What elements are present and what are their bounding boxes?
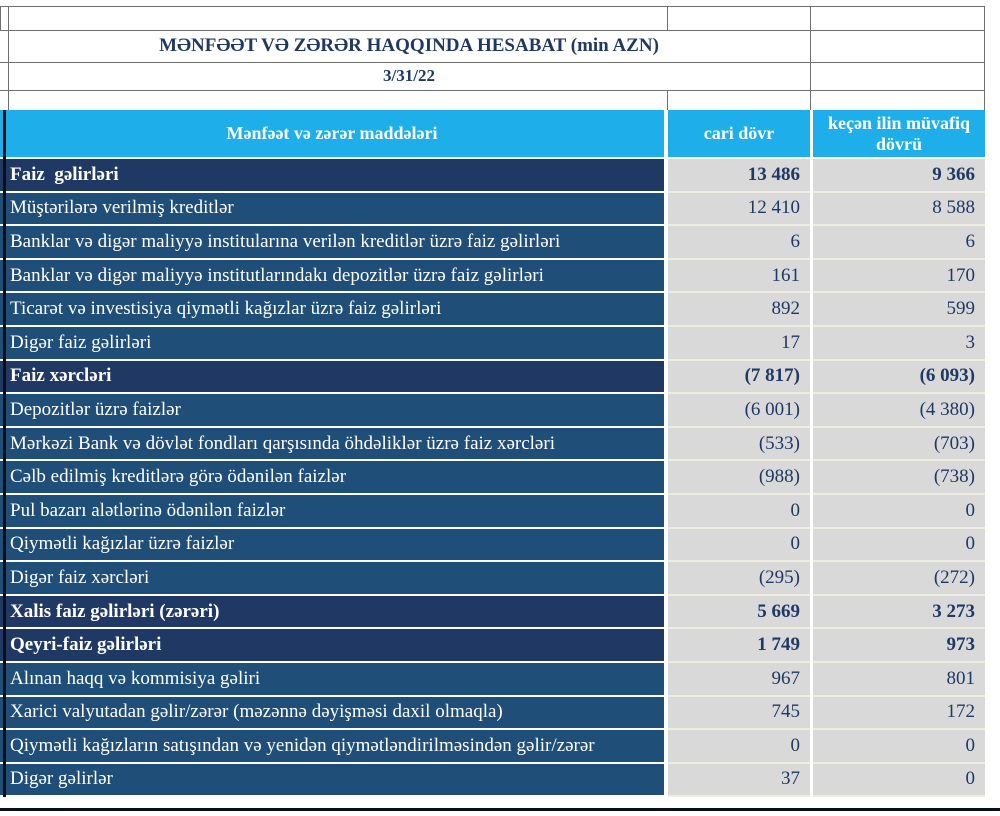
- row-value-current: 13 486: [668, 159, 810, 191]
- row-value-previous: 3 273: [813, 596, 985, 628]
- row-value-current: 12 410: [668, 193, 810, 225]
- table-row: [0, 159, 985, 191]
- row-value-previous: 3: [813, 327, 985, 359]
- table-row: [0, 562, 985, 594]
- row-value-current: 6: [668, 226, 810, 258]
- row-value-previous: 172: [813, 697, 985, 729]
- table-row: [0, 226, 985, 258]
- col-header-current-period: cari dövr: [668, 110, 810, 157]
- row-value-current: (295): [668, 562, 810, 594]
- col-header-previous-period: keçən ilin müvafiq dövrü: [813, 110, 985, 157]
- row-value-current: 5 669: [668, 596, 810, 628]
- row-label: Xarici valyutadan gəlir/zərər (məzənnə dəyişməsi daxil olmaqla): [0, 697, 664, 729]
- row-value-current: 161: [668, 260, 810, 292]
- grid-line-horizontal: [0, 6, 985, 7]
- row-value-current: (6 001): [668, 394, 810, 426]
- table-row: [0, 495, 985, 527]
- row-label: Müştərilərə verilmiş kreditlər: [0, 193, 664, 225]
- table-row: [0, 293, 985, 325]
- report-title: MƏNFƏƏT VƏ ZƏRƏR HAQQINDA HESABAT (min AZN): [159, 35, 659, 56]
- row-value-previous: 0: [813, 764, 985, 796]
- row-label: Banklar və digər maliyyə institutlarındakı depozitlər üzrə faiz gəlirləri: [0, 260, 664, 292]
- table-row: [0, 764, 985, 796]
- row-value-previous: 8 588: [813, 193, 985, 225]
- table-row: [0, 730, 985, 762]
- table-row: [0, 428, 985, 460]
- row-label: Qiymətli kağızların satışından və yenidən qiymətləndirilməsindən gəlir/zərər: [0, 730, 664, 762]
- row-value-current: 0: [668, 495, 810, 527]
- row-label: Faiz gəlirləri: [0, 159, 664, 191]
- table-left-border: [3, 110, 6, 797]
- col-header-items: Mənfəət və zərər maddələri: [0, 110, 664, 157]
- row-value-current: (988): [668, 461, 810, 493]
- row-label: Digər faiz gəlirləri: [0, 327, 664, 359]
- row-value-current: 967: [668, 663, 810, 695]
- table-row: [0, 663, 985, 695]
- row-label: Ticarət və investisiya qiymətli kağızlar üzrə faiz gəlirləri: [0, 293, 664, 325]
- row-value-previous: (6 093): [813, 361, 985, 393]
- table-bottom-border: [0, 808, 1000, 811]
- row-value-previous: 0: [813, 730, 985, 762]
- row-label: Depozitlər üzrə faizlər: [0, 394, 664, 426]
- row-value-current: 892: [668, 293, 810, 325]
- grid-line-vertical: [810, 6, 811, 110]
- table-row: [0, 697, 985, 729]
- row-value-current: 0: [668, 529, 810, 561]
- table-row: [0, 596, 985, 628]
- row-value-previous: 973: [813, 629, 985, 661]
- grid-line-vertical: [984, 6, 985, 110]
- row-label: Mərkəzi Bank və dövlət fondları qarşısında öhdəliklər üzrə faiz xərcləri: [0, 428, 664, 460]
- table-row: [0, 361, 985, 393]
- row-value-previous: (738): [813, 461, 985, 493]
- table-row: [0, 193, 985, 225]
- row-value-current: 17: [668, 327, 810, 359]
- table-row: [0, 327, 985, 359]
- row-value-previous: (4 380): [813, 394, 985, 426]
- row-value-previous: 6: [813, 226, 985, 258]
- row-value-current: 0: [668, 730, 810, 762]
- table-row: [0, 394, 985, 426]
- table-row: [0, 260, 985, 292]
- row-label: Qiymətli kağızlar üzrə faizlər: [0, 529, 664, 561]
- grid-line-vertical: [667, 90, 668, 110]
- row-label: Pul bazarı alətlərinə ödənilən faizlər: [0, 495, 664, 527]
- grid-line-horizontal: [0, 90, 985, 91]
- row-label: Cəlb edilmiş kreditlərə görə ödənilən faizlər: [0, 461, 664, 493]
- table-header-row: [0, 110, 985, 157]
- report-date: 3/31/22: [383, 66, 435, 85]
- row-value-previous: 9 366: [813, 159, 985, 191]
- row-value-previous: 599: [813, 293, 985, 325]
- table-row: [0, 629, 985, 661]
- row-label: Qeyri-faiz gəlirləri: [0, 629, 664, 661]
- row-value-current: 1 749: [668, 629, 810, 661]
- row-label: Xalis faiz gəlirləri (zərəri): [0, 596, 664, 628]
- row-value-previous: (703): [813, 428, 985, 460]
- row-value-previous: (272): [813, 562, 985, 594]
- row-value-current: 745: [668, 697, 810, 729]
- row-label: Digər gəlirlər: [0, 764, 664, 796]
- row-value-previous: 0: [813, 495, 985, 527]
- row-value-previous: 801: [813, 663, 985, 695]
- row-label: Banklar və digər maliyyə institularına verilən kreditlər üzrə faiz gəlirləri: [0, 226, 664, 258]
- row-value-previous: 170: [813, 260, 985, 292]
- grid-line-vertical: [0, 6, 1, 30]
- row-value-current: (7 817): [668, 361, 810, 393]
- row-label: Faiz xərcləri: [0, 361, 664, 393]
- row-label: Alınan haqq və kommisiya gəliri: [0, 663, 664, 695]
- row-label: Digər faiz xərcləri: [0, 562, 664, 594]
- row-value-previous: 0: [813, 529, 985, 561]
- profit-loss-table: [0, 110, 985, 797]
- row-value-current: 37: [668, 764, 810, 796]
- table-row: [0, 461, 985, 493]
- grid-line-vertical: [667, 6, 668, 30]
- table-body: [0, 159, 985, 795]
- table-row: [0, 529, 985, 561]
- row-value-current: (533): [668, 428, 810, 460]
